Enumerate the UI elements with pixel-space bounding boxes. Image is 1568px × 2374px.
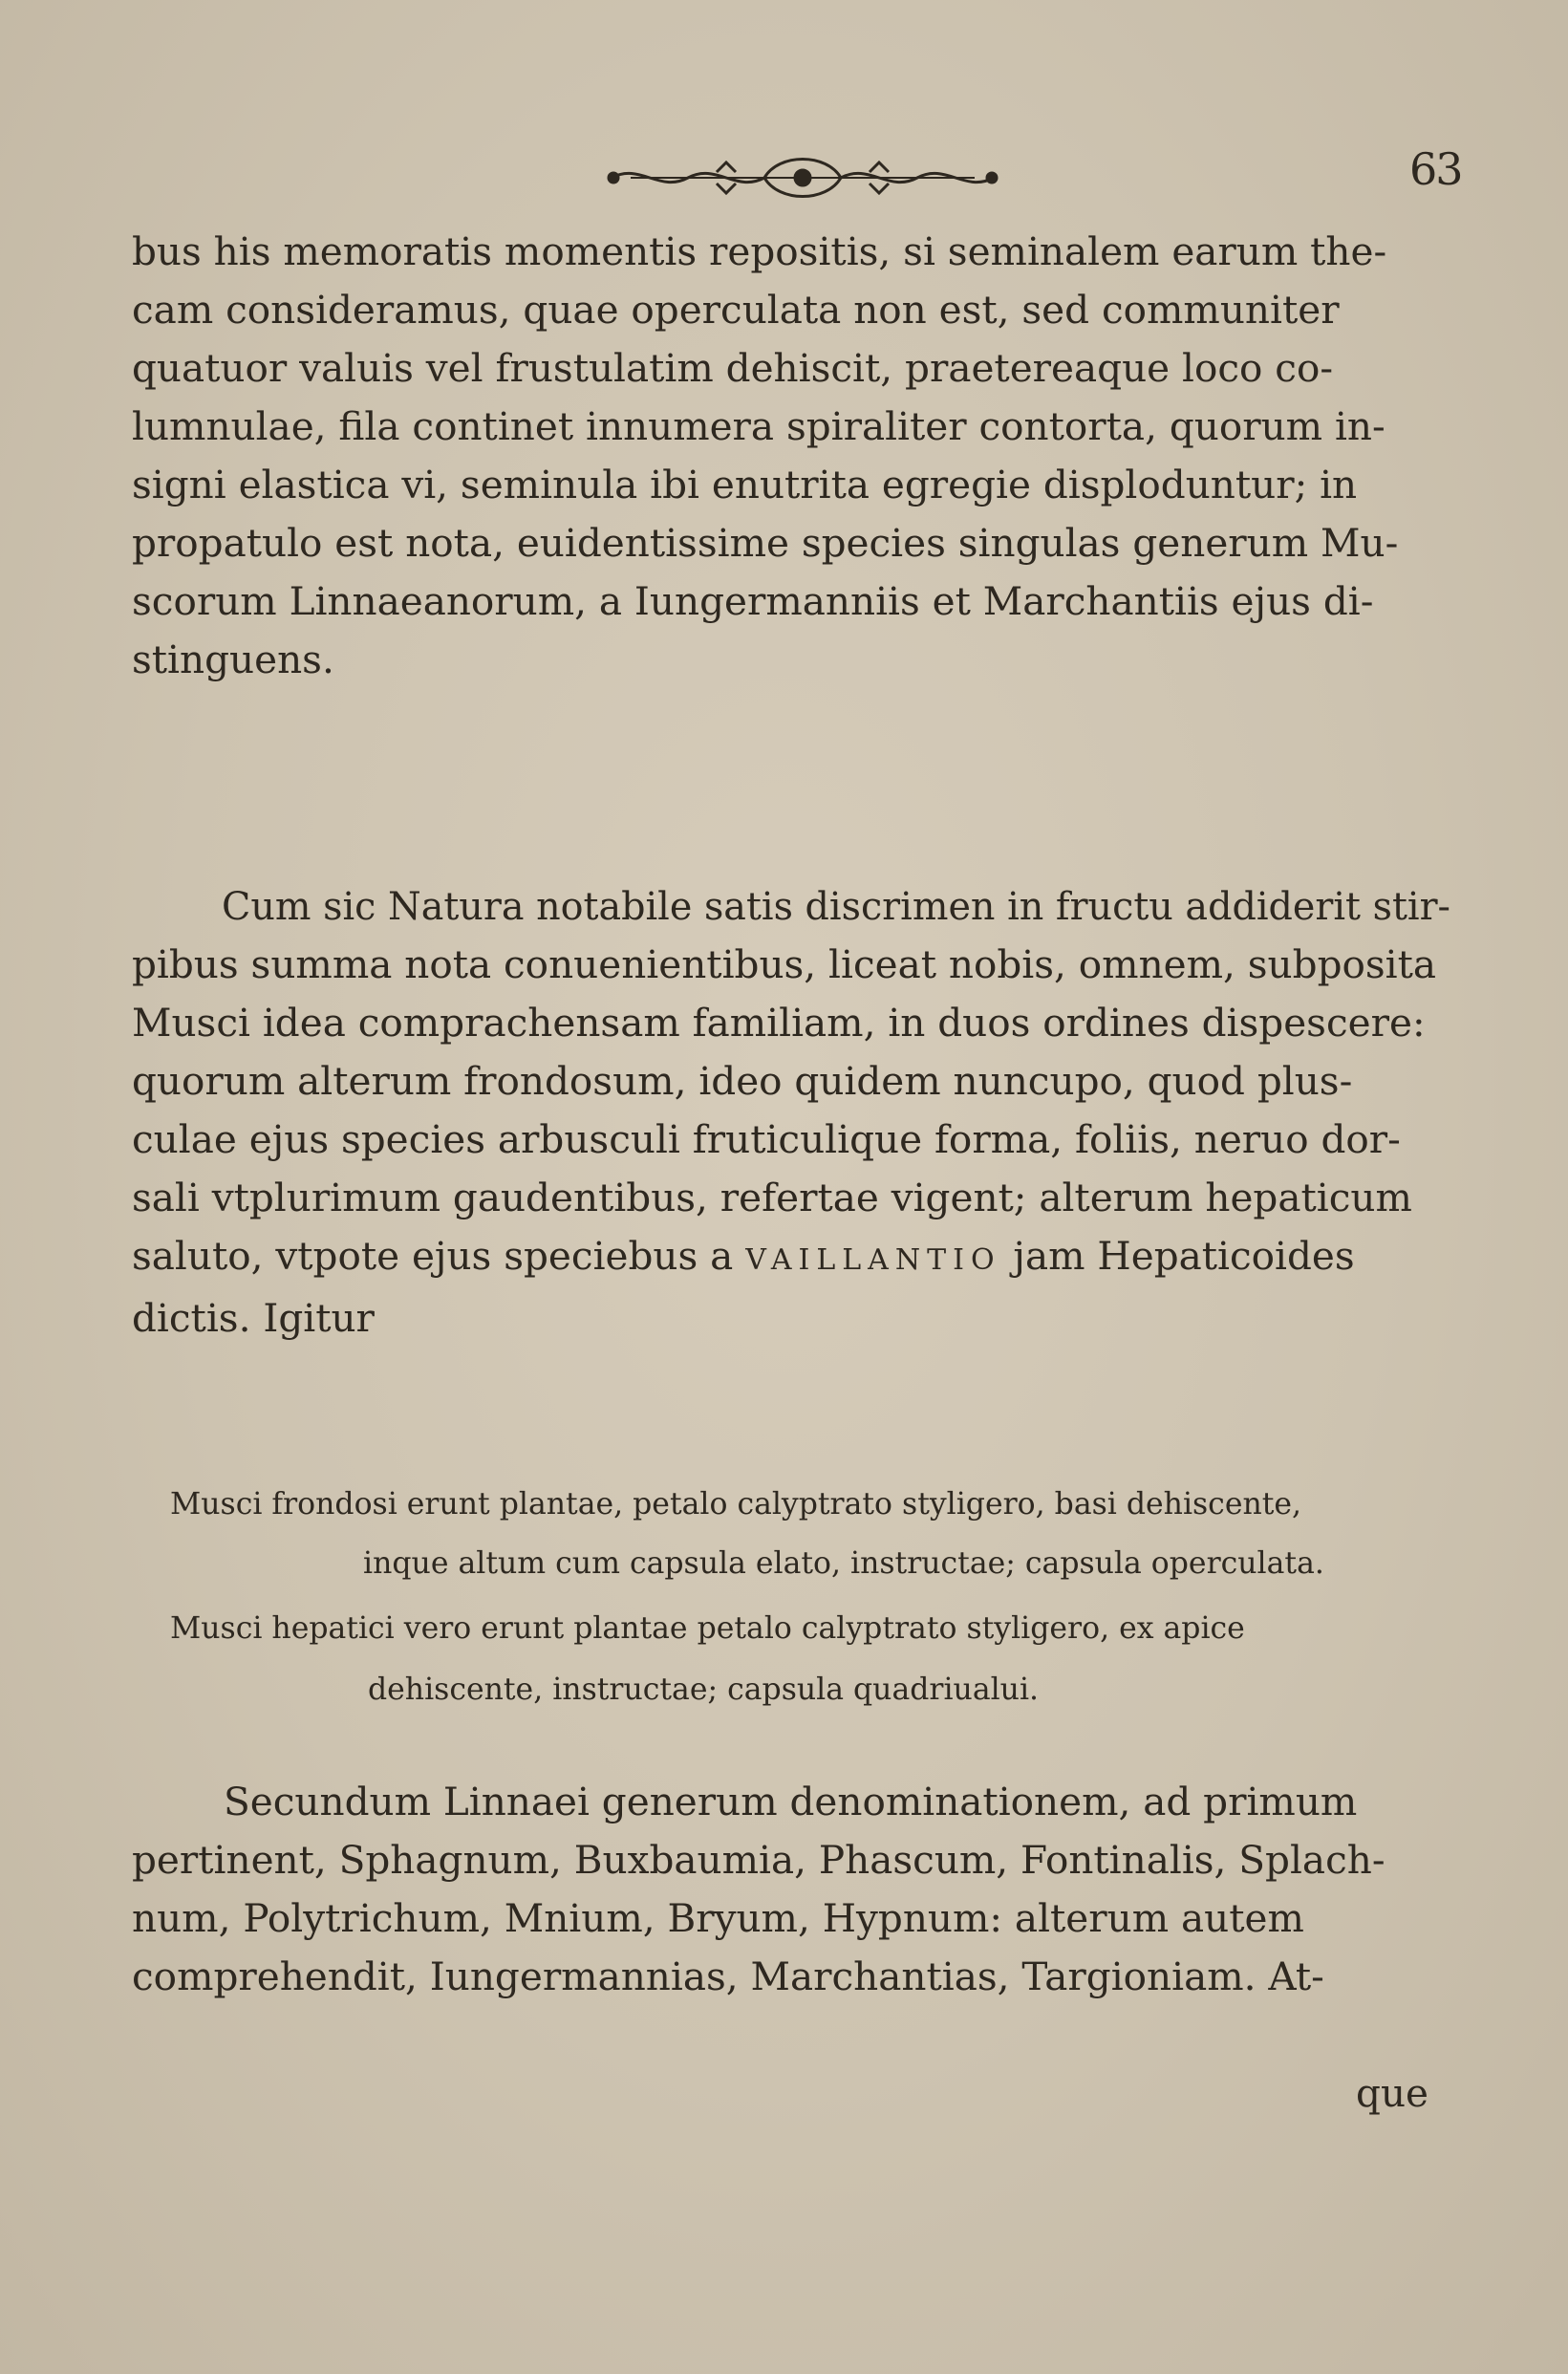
text-line: pibus summa nota conuenientibus, liceat nobis, omnem, subposita bbox=[132, 941, 1437, 987]
small-caps-name: VAILLANTIO bbox=[745, 1243, 1001, 1277]
text-line: cam consideramus, quae operculata non est, sed communiter bbox=[132, 287, 1340, 333]
definition-line: inque altum cum capsula elato, instructae; capsula operculata. bbox=[363, 1546, 1324, 1581]
text-line: quorum alterum frondosum, ideo quidem nuncupo, quod plus- bbox=[132, 1058, 1353, 1104]
paragraph-2 bbox=[132, 877, 1450, 1348]
text-line: signi elastica vi, seminula ibi enutrita egregie disploduntur; in bbox=[132, 462, 1358, 507]
text-segment: saluto, vtpote ejus speciebus a bbox=[132, 1233, 734, 1279]
text-line: Cum sic Natura notabile satis discrimen in fructu addiderit stir- bbox=[222, 883, 1450, 929]
text-line: propatulo est nota, euidentissime species singulas generum Mu- bbox=[132, 520, 1399, 566]
text-line: dictis. Igitur bbox=[132, 1295, 375, 1341]
definition-line: Musci hepatici vero erunt plantae petalo calyptrato styligero, ex apice bbox=[170, 1611, 1245, 1646]
paragraph-1 bbox=[132, 223, 1450, 689]
headpiece-ornament-icon bbox=[602, 143, 1003, 212]
text-line: comprehendit, Iungermannias, Marchantias, Targioniam. At- bbox=[132, 1953, 1324, 1999]
definition-line: Musci frondosi erunt plantae, petalo calyptrato styligero, basi dehiscente, bbox=[170, 1487, 1302, 1522]
text-line: quatuor valuis vel frustulatim dehiscit, praetereaque loco co- bbox=[132, 345, 1334, 391]
text-line bbox=[132, 1227, 1450, 1289]
text-line: culae ejus species arbusculi fruticulique forma, foliis, neruo dor- bbox=[132, 1116, 1401, 1162]
text-line: bus his memoratis momentis repositis, si seminalem earum the- bbox=[132, 228, 1387, 274]
catchword: que bbox=[1356, 2070, 1428, 2116]
definition-line: dehiscente, instructae; capsula quadriualui. bbox=[368, 1673, 1040, 1707]
text-line: stinguens. bbox=[132, 637, 334, 682]
page-number: 63 bbox=[1409, 143, 1462, 195]
paragraph-3 bbox=[132, 1773, 1450, 2006]
text-line: Musci idea comprachensam familiam, in duos ordines dispescere: bbox=[132, 1000, 1426, 1046]
text-line: sali vtplurimum gaudentibus, refertae vigent; alterum hepaticum bbox=[132, 1175, 1412, 1220]
text-line: Secundum Linnaei generum denominationem, ad primum bbox=[224, 1779, 1358, 1824]
text-line: num, Polytrichum, Mnium, Bryum, Hypnum: alterum autem bbox=[132, 1895, 1304, 1941]
text-segment: jam Hepaticoides bbox=[1013, 1233, 1355, 1279]
text-line: scorum Linnaeanorum, a Iungermanniis et Marchantiis ejus di- bbox=[132, 578, 1374, 624]
text-line: lumnulae, fila continet innumera spiraliter contorta, quorum in- bbox=[132, 403, 1385, 449]
text-line: pertinent, Sphagnum, Buxbaumia, Phascum, Fontinalis, Splach- bbox=[132, 1837, 1385, 1883]
